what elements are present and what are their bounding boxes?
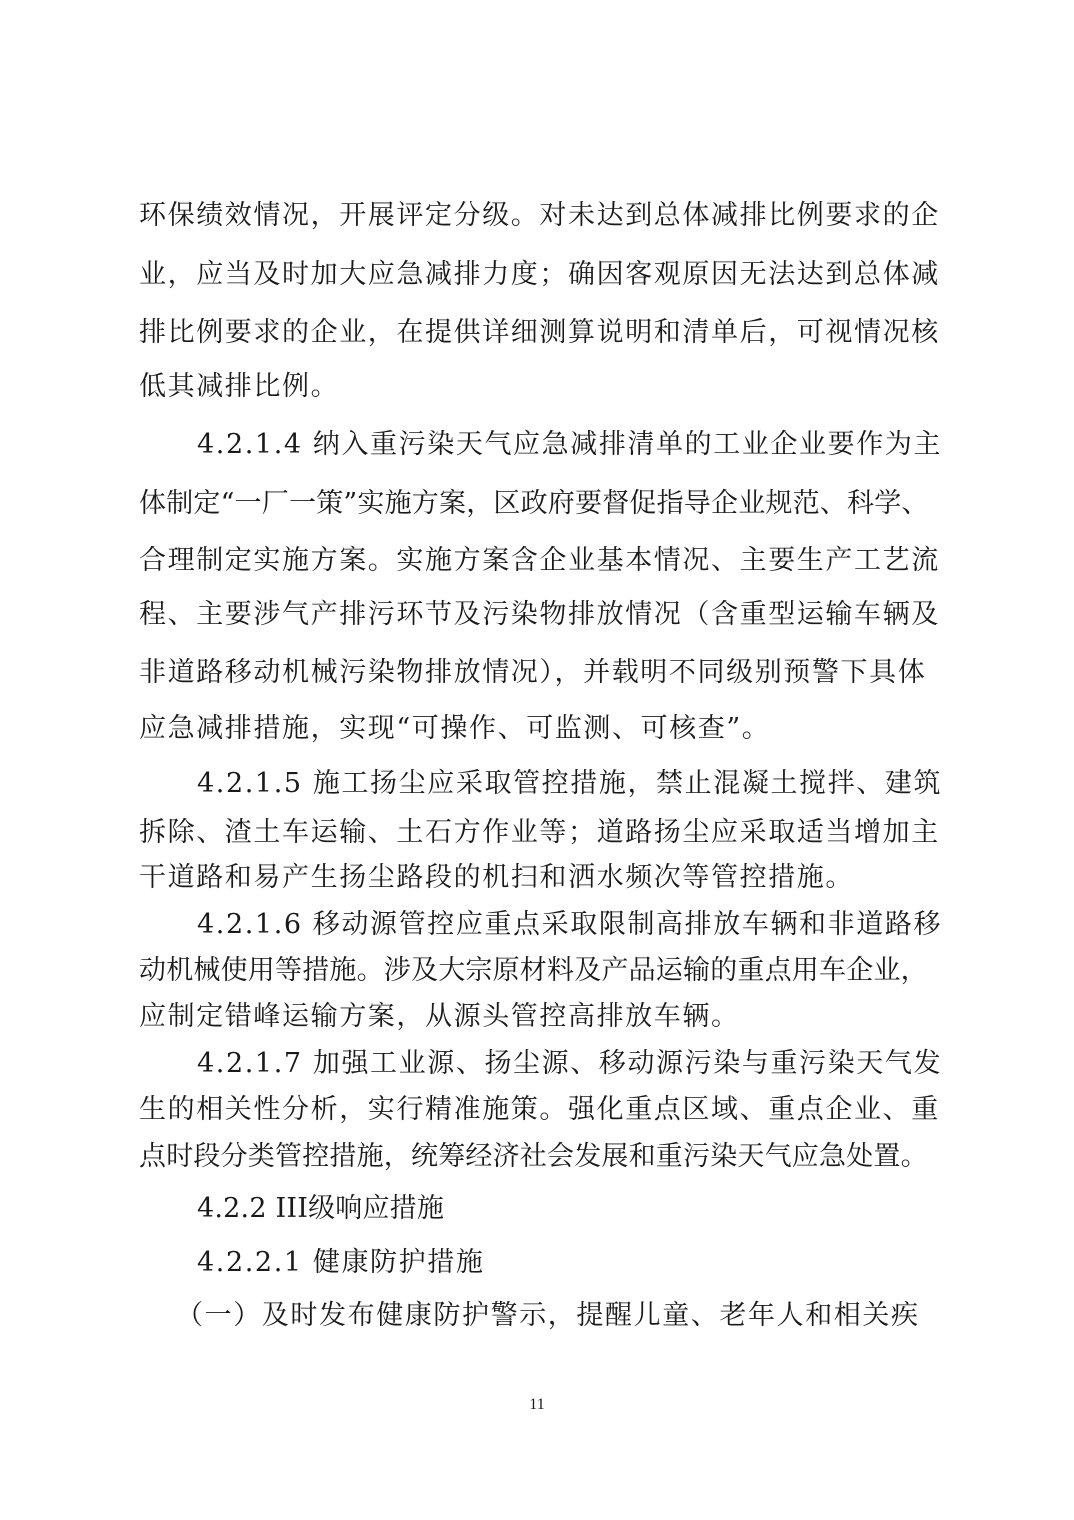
section-4-2-1-5-heading-line: 4.2.1.5 施工扬尘应采取管控措施，禁止混凝土搅拌、建筑 — [197, 768, 943, 799]
text-line-22: （一）及时发布健康防护警示，提醒儿童、老年人和相关疾 — [176, 1300, 920, 1331]
section-4-2-2-heading: 4.2.2 III级响应措施 — [197, 1193, 445, 1224]
text-line-15: 动机械使用等措施。涉及大宗原材料及产品运输的重点用车企业， — [139, 955, 928, 986]
text-line-16: 应制定错峰运输方案，从源头管控高排放车辆。 — [139, 1001, 740, 1032]
text-line-1: 环保绩效情况，开展评定分级。对未达到总体减排比例要求的企 — [139, 200, 940, 231]
section-4-2-1-6-heading-line: 4.2.1.6 移动源管控应重点采取限制高排放车辆和非道路移 — [197, 909, 943, 940]
section-4-2-1-7-heading-line: 4.2.1.7 加强工业源、扬尘源、移动源污染与重污染天气发 — [197, 1048, 943, 1079]
text-line-3: 排比例要求的企业，在提供详细测算说明和清单后，可视情况核 — [139, 317, 940, 348]
text-line-18: 生的相关性分析，实行精准施策。强化重点区域、重点企业、重 — [139, 1094, 940, 1125]
text-line-6: 体制定“一厂一策”实施方案，区政府要督促指导企业规范、科学、 — [139, 488, 929, 519]
text-line-8: 程、主要涉气产排污环节及污染物排放情况（含重型运输车辆及 — [139, 599, 940, 630]
section-4-2-1-4-heading-line: 4.2.1.4 纳入重污染天气应急减排清单的工业企业要作为主 — [197, 429, 943, 460]
section-4-2-2-1-heading: 4.2.2.1 健康防护措施 — [197, 1247, 485, 1278]
text-line-4: 低其减排比例。 — [139, 371, 340, 402]
text-line-19: 点时段分类管控措施，统筹经济社会发展和重污染天气应急处置。 — [139, 1141, 928, 1172]
text-line-12: 拆除、渣土车运输、土石方作业等；道路扬尘应采取适当增加主 — [139, 817, 940, 848]
text-line-13: 干道路和易产生扬尘路段的机扫和洒水频次等管控措施。 — [139, 862, 854, 893]
text-line-7: 合理制定实施方案。实施方案含企业基本情况、主要生产工艺流 — [139, 545, 940, 576]
text-line-2: 业，应当及时加大应急减排力度；确因客观原因无法达到总体减 — [139, 259, 940, 290]
page-number: 11 — [529, 1396, 545, 1413]
text-line-10: 应急减排措施，实现“可操作、可监测、可核查”。 — [139, 713, 771, 744]
text-line-9: 非道路移动机械污染物排放情况），并载明不同级别预警下具体 — [139, 657, 927, 688]
